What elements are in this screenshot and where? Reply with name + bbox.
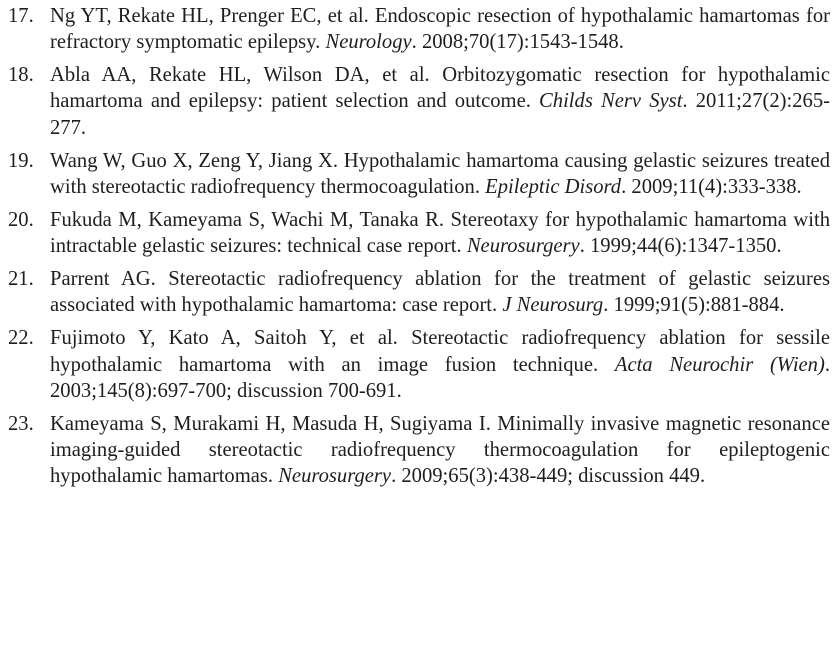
reference-number: 21. [8, 268, 34, 291]
reference-citation: . 1999;91(5):881-884. [603, 294, 785, 317]
reference-item [8, 148, 830, 201]
reference-text: Fukuda M, Kameyama S, Wachi M, Tanaka R. Stereotaxy for hypothalamic hamartoma with intractable gelastic seizures: technical case report. [50, 208, 830, 258]
reference-citation: . 2009;11(4):333-338. [621, 175, 802, 198]
reference-text: Fujimoto Y, Kato A, Saitoh Y, et al. Stereotactic radiofrequency ablation for sessile hypothalamic hamartoma with an image fusion technique. [50, 327, 830, 376]
reference-item [8, 325, 830, 404]
reference-text: Abla AA, Rekate HL, Wilson DA, et al. Orbitozygomatic resection for hypothalamic hamartoma and epilepsy: patient selection and outcome. [50, 64, 830, 113]
reference-number: 22. [8, 327, 34, 350]
reference-text: Wang W, Guo X, Zeng Y, Jiang X. Hypothalamic hamartoma causing gelastic seizures treated with stereotactic radiofrequency thermocoagulation. [50, 149, 830, 198]
reference-item [8, 62, 830, 141]
reference-item [8, 411, 830, 490]
reference-journal: J Neurosurg [502, 294, 604, 317]
reference-text: Ng YT, Rekate HL, Prenger EC, et al. Endoscopic resection of hypothalamic hamartomas for refractory symptomatic epilepsy. [50, 5, 830, 54]
reference-list [8, 3, 830, 490]
reference-journal: Epileptic Disord [485, 175, 622, 198]
reference-number: 20. [8, 208, 34, 231]
reference-journal: Neurosurgery [278, 465, 392, 488]
reference-number: 18. [8, 64, 34, 87]
reference-citation: . 1999;44(6):1347-1350. [579, 235, 782, 258]
reference-item [8, 3, 830, 56]
reference-journal: Neurology [325, 31, 412, 54]
reference-journal: Acta Neurochir (Wien) [614, 353, 825, 376]
reference-item [8, 266, 830, 319]
reference-citation: . 2009;65(3):438-449; discussion 449. [391, 465, 706, 488]
reference-number: 17. [8, 5, 34, 27]
reference-journal: Childs Nerv Syst [539, 90, 683, 113]
reference-citation: . 2008;70(17):1543-1548. [411, 31, 624, 54]
reference-citation: . 2003;145(8):697-700; discussion 700-691. [50, 353, 830, 402]
reference-text: Kameyama S, Murakami H, Masuda H, Sugiyama I. Minimally invasive magnetic resonance imaging-guided stereotactic radiofrequency thermocoagulation for epileptogenic hypothalamic hamartomas. [50, 412, 830, 488]
reference-text: Parrent AG. Stereotactic radiofrequency ablation for the treatment of gelastic seizures associated with hypothalamic hamartoma: case report. [50, 268, 830, 317]
reference-number: 23. [8, 412, 34, 435]
reference-journal: Neurosurgery [466, 235, 580, 258]
reference-number: 19. [8, 149, 34, 172]
reference-item [8, 207, 830, 260]
reference-citation: . 2011;27(2):265-277. [50, 90, 830, 139]
